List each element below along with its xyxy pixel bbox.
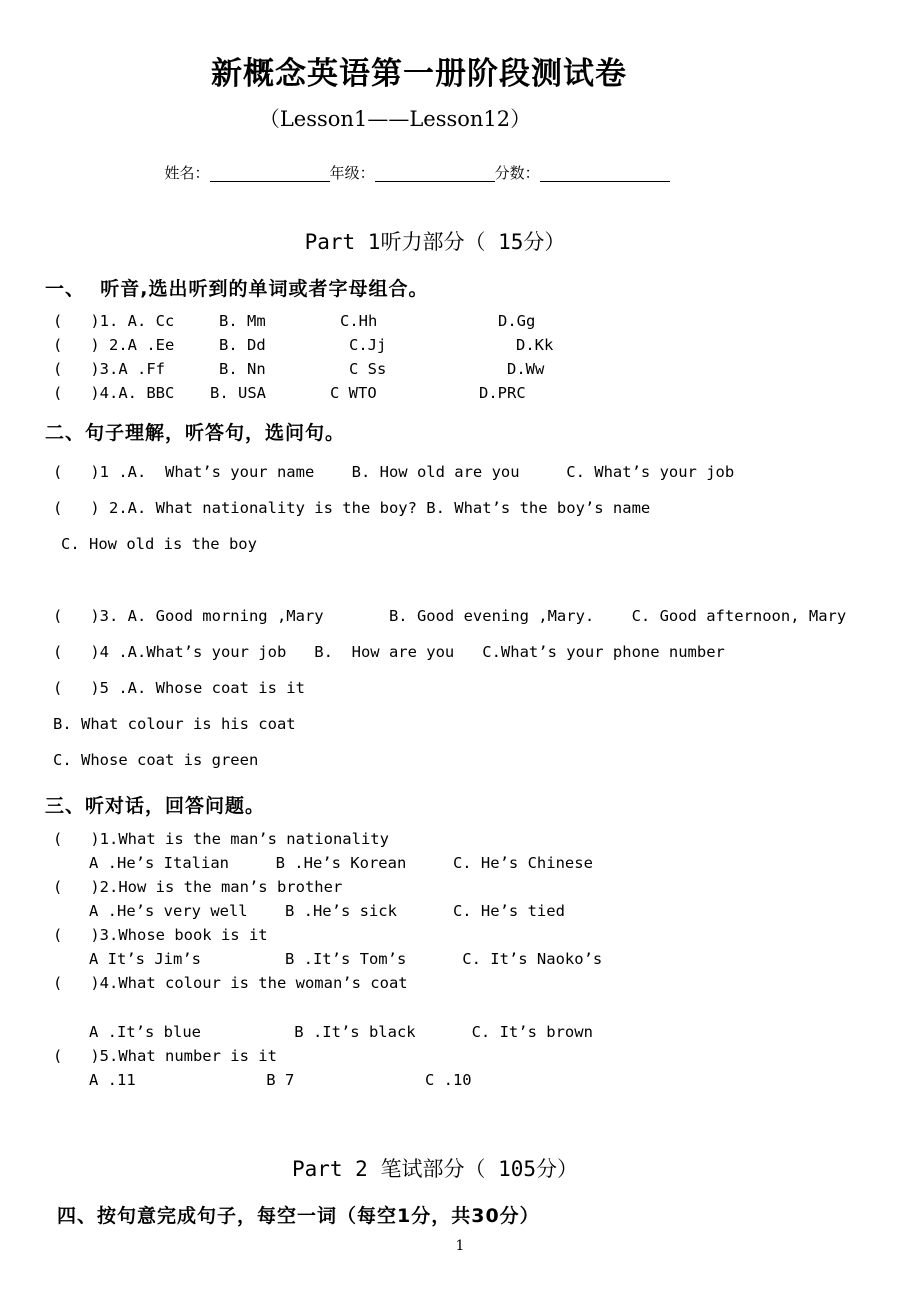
section2-heading: 二、句子理解，听答句，选问句。 [45,422,346,444]
sec1-row3-d: D.Ww [507,360,545,378]
page-title: 新概念英语第一册阶段测试卷 [211,56,627,92]
sec1-row4-c: C WTO [330,384,377,402]
sec1-row1-d: D.Gg [498,312,536,330]
sec2-q4: ( )4 .A.What’s your job B. How are you C.What’s your phone number [53,643,725,661]
sec1-row1-c: C.Hh [340,312,378,330]
name-label: 姓名： [164,164,210,182]
sec3-q4: ( )4.What colour is the woman’s coat [53,974,408,992]
section1-heading: 一、 听音,选出听到的单词或者字母组合。 [45,278,429,300]
sec1-row3-c: C Ss [349,360,387,378]
sec1-row2-d: D.Kk [516,336,554,354]
score-field[interactable] [540,165,670,182]
sec1-row2-c: C.Jj [349,336,387,354]
sec1-row3-a: ( )3.A .Ff [53,360,165,378]
sec2-q3: ( )3. A. Good morning ,Mary B. Good evening ,Mary. C. Good afternoon, Mary [53,607,847,625]
sec3-q2: ( )2.How is the man’s brother [53,878,343,896]
sec2-q2-option-c: C. How old is the boy [61,535,257,553]
sec2-q5: ( )5 .A. Whose coat is it [53,679,305,697]
sec3-q3-options: A It’s Jim’s B .It’s Tom’s C. It’s Naoko’s [89,950,603,968]
sec3-q1: ( )1.What is the man’s nationality [53,830,389,848]
sec3-q1-options: A .He’s Italian B .He’s Korean C. He’s Chinese [89,854,593,872]
sec1-row2-b: B. Dd [219,336,266,354]
section3-heading: 三、听对话，回答问题。 [45,795,266,817]
student-info-line [155,144,670,183]
sec1-row4-a: ( )4.A. BBC [53,384,175,402]
sec2-q5-option-b: B. What colour is his coat [53,715,296,733]
sec1-row4-d: D.PRC [479,384,526,402]
sec3-q2-options: A .He’s very well B .He’s sick C. He’s tied [89,902,565,920]
sec1-row2-a: ( ) 2.A .Ee [53,336,175,354]
sec1-row1-a: ( )1. A. Cc [53,312,175,330]
name-field[interactable] [210,165,330,182]
lesson-range-subtitle: （Lesson1——Lesson12） [258,107,532,131]
sec3-q4-options: A .It’s blue B .It’s black C. It’s brown [89,1023,593,1041]
sec2-q5-option-c: C. Whose coat is green [53,751,259,769]
section4-heading: 四、按句意完成句子，每空一词（每空1分，共30分） [57,1205,540,1227]
grade-label: 年级： [329,164,375,182]
part1-heading: Part 1听力部分（ 15分） [304,230,566,254]
sec3-q3: ( )3.Whose book is it [53,926,268,944]
sec1-row3-b: B. Nn [219,360,266,378]
page-number: 1 [455,1238,465,1254]
sec1-row4-b: B. USA [210,384,266,402]
grade-field[interactable] [375,165,495,182]
sec1-row1-b: B. Mm [219,312,266,330]
score-label: 分数： [494,164,540,182]
sec2-q1: ( )1 .A. What’s your name B. How old are you C. What’s your job [53,463,735,481]
sec3-q5-options: A .11 B 7 C .10 [89,1071,472,1089]
part2-heading: Part 2 笔试部分（ 105分） [291,1157,579,1181]
sec2-q2: ( ) 2.A. What nationality is the boy? B. What’s the boy’s name [53,499,651,517]
sec3-q5: ( )5.What number is it [53,1047,277,1065]
